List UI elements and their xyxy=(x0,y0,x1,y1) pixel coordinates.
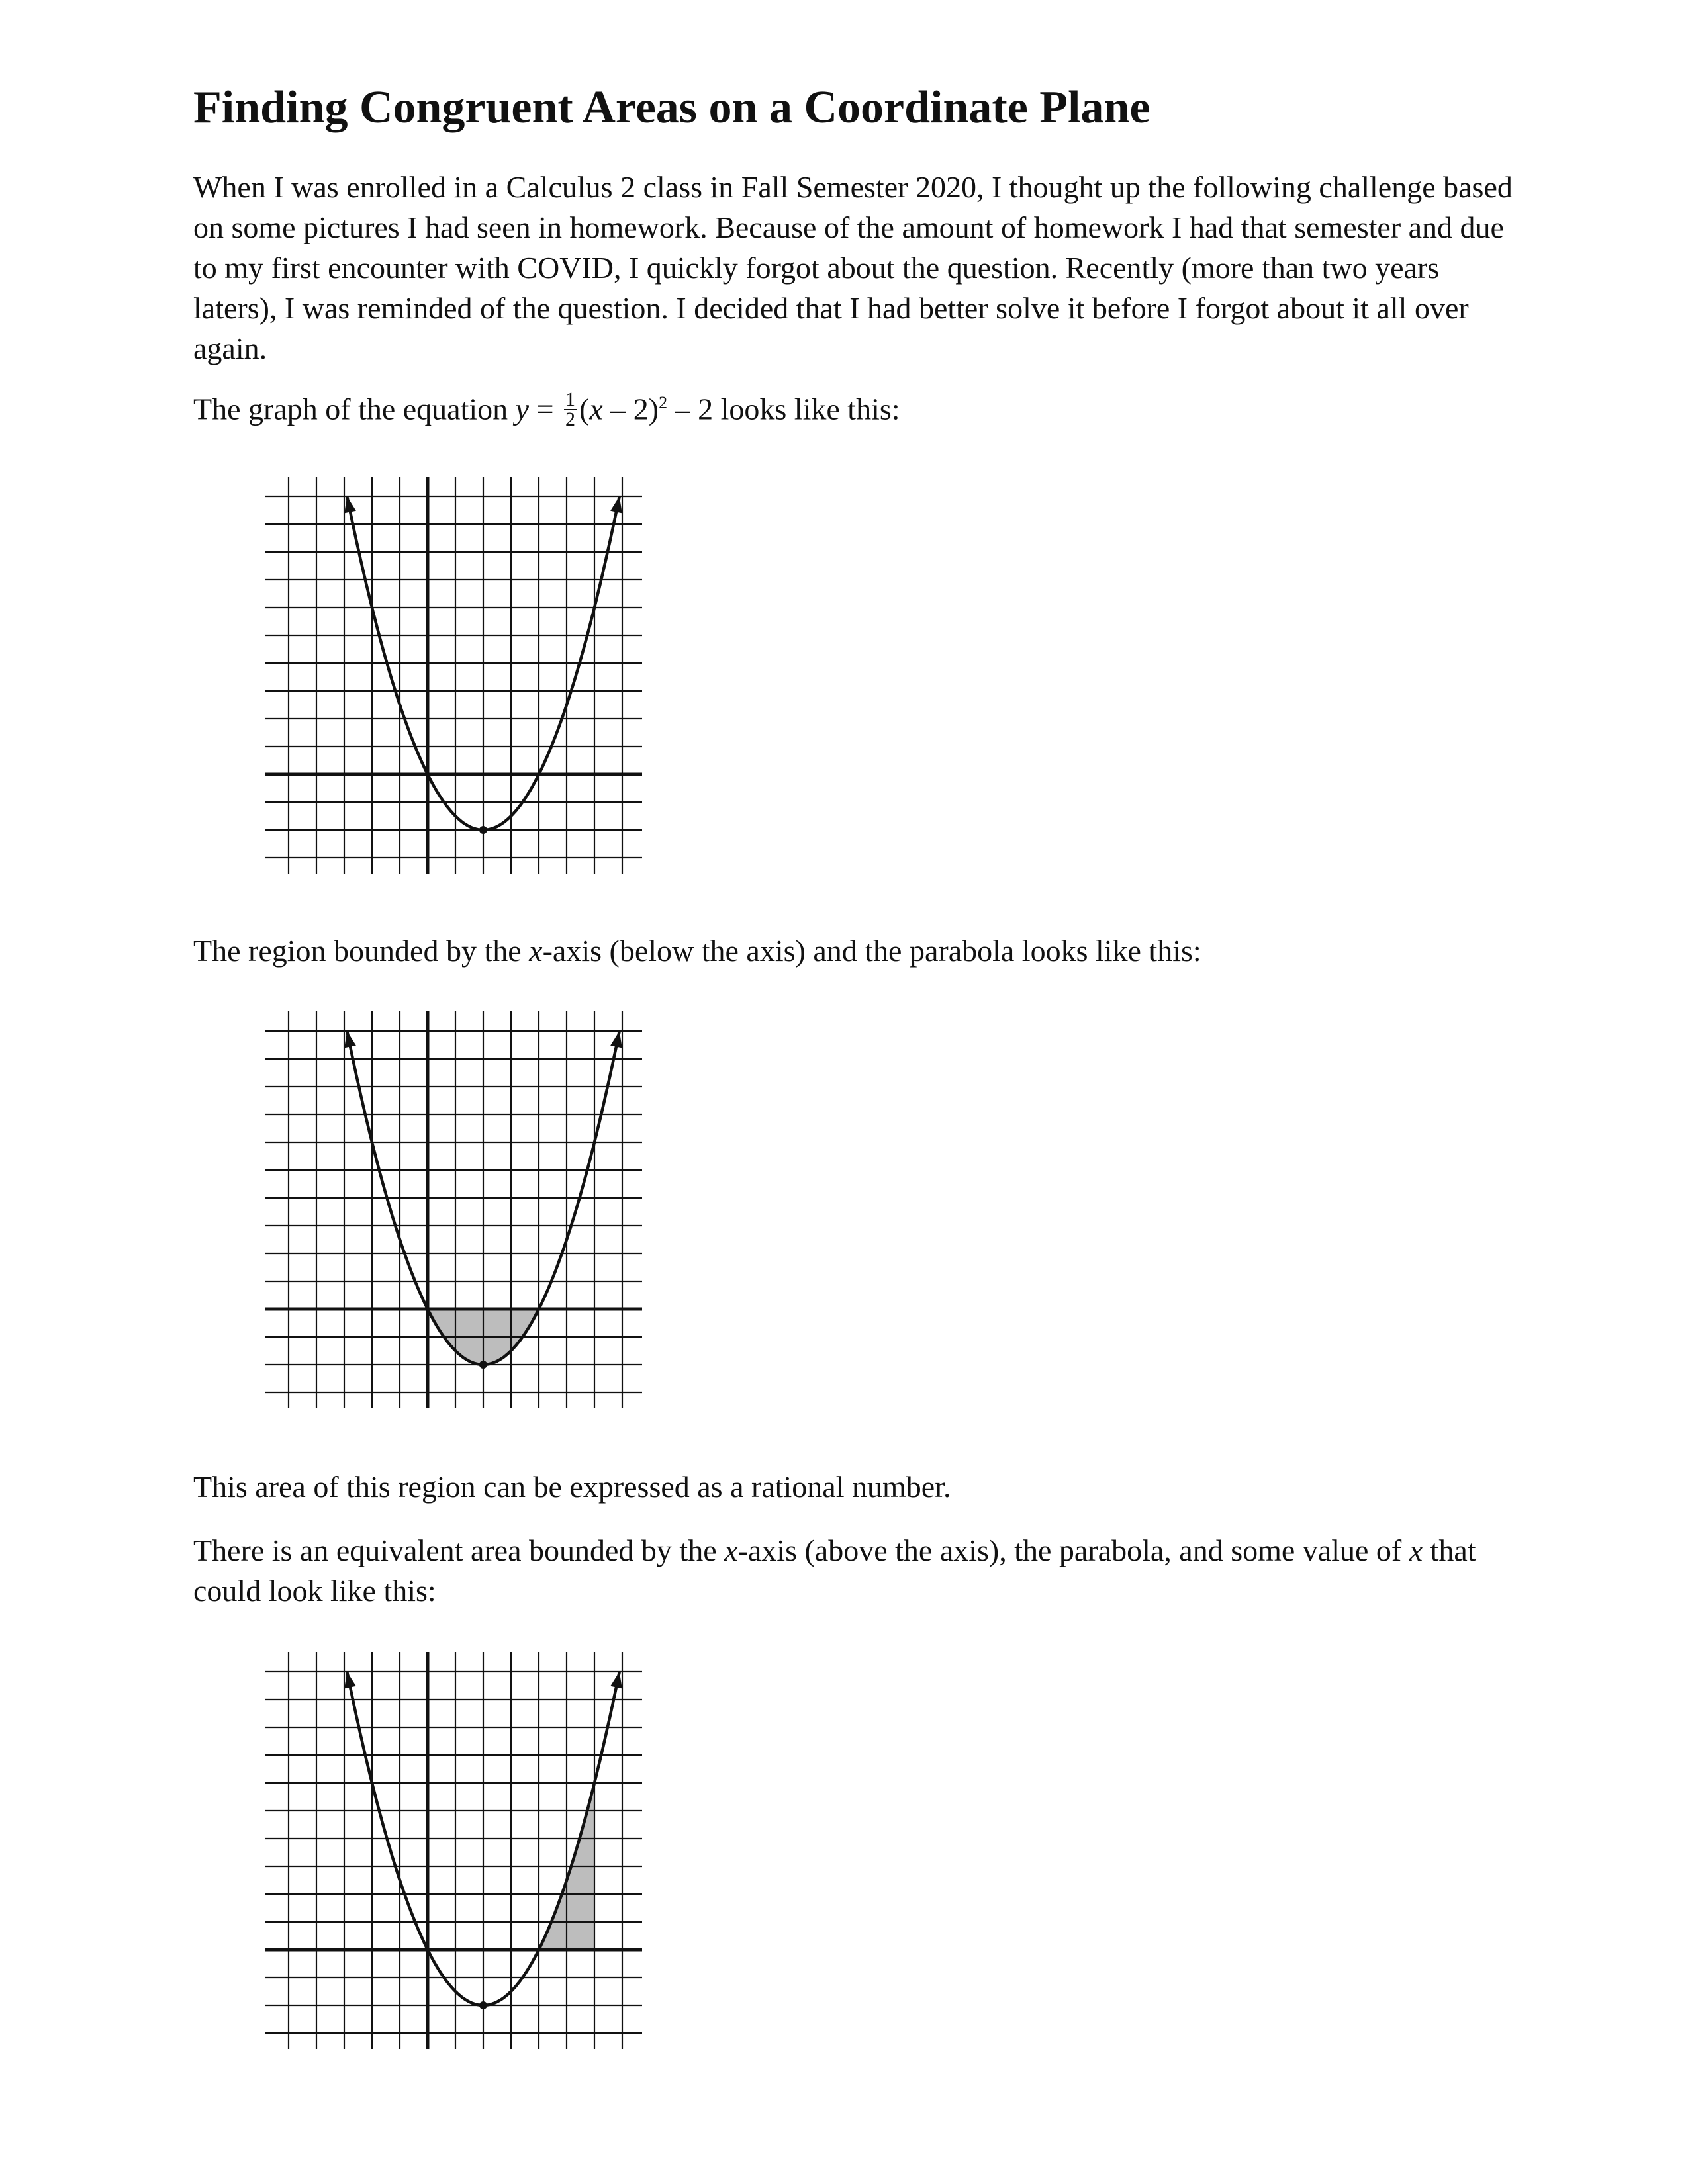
region-var-x: x xyxy=(529,934,543,968)
rational-paragraph: This area of this region can be expressed as a rational number. xyxy=(193,1470,951,1504)
vertex-point xyxy=(479,2001,487,2009)
region-lead-text: The region bounded by the xyxy=(193,934,530,968)
region-paragraph xyxy=(193,931,1517,971)
graph-parabola xyxy=(265,463,662,874)
graph-region-below-axis xyxy=(265,998,662,1408)
equivalent-var-x2: x xyxy=(1409,1533,1423,1567)
equation-fraction xyxy=(564,390,577,429)
fraction-denominator: 2 xyxy=(565,408,576,430)
intro-paragraph: When I was enrolled in a Calculus 2 class in Fall Semester 2020, I thought up the following challenge based on some pictures I had seen in homework. Because of the amount of homework I had that semester and due to my first encounter with COVID, I quickly forgot about the question. Recently (more than two years laters), I was reminded of the question. I decided that I had better solve it before I forgot about it all over again. xyxy=(193,170,1513,365)
equation-equals: = xyxy=(529,392,562,426)
vertex-point xyxy=(479,1361,487,1369)
equation-minus-two: – 2) xyxy=(602,392,659,426)
equation-tail-text: – 2 looks like this: xyxy=(667,392,900,426)
equation-var-x: x xyxy=(589,392,603,426)
equivalent-paragraph xyxy=(193,1530,1517,1611)
equivalent-text-1: There is an equivalent area bounded by the xyxy=(193,1533,725,1567)
equivalent-text-3: that could look like this: xyxy=(193,1533,1476,1608)
equation-lead-text: The graph of the equation xyxy=(193,392,516,426)
region-tail-text: -axis (below the axis) and the parabola looks like this: xyxy=(542,934,1201,968)
equation-var-y: y xyxy=(515,392,530,426)
fraction-numerator: 1 xyxy=(565,388,576,410)
page-title: Finding Congruent Areas on a Coordinate Plane xyxy=(193,82,1150,133)
equation-paragraph xyxy=(193,383,1517,432)
equivalent-text-2: -axis (above the axis), the parabola, and some value of xyxy=(737,1533,1409,1567)
equivalent-var-x1: x xyxy=(724,1533,738,1567)
graph-region-above-axis xyxy=(265,1639,662,2049)
vertex-point xyxy=(479,826,487,834)
equation-exponent: 2 xyxy=(659,393,668,412)
equation-paren: ( xyxy=(579,392,590,426)
